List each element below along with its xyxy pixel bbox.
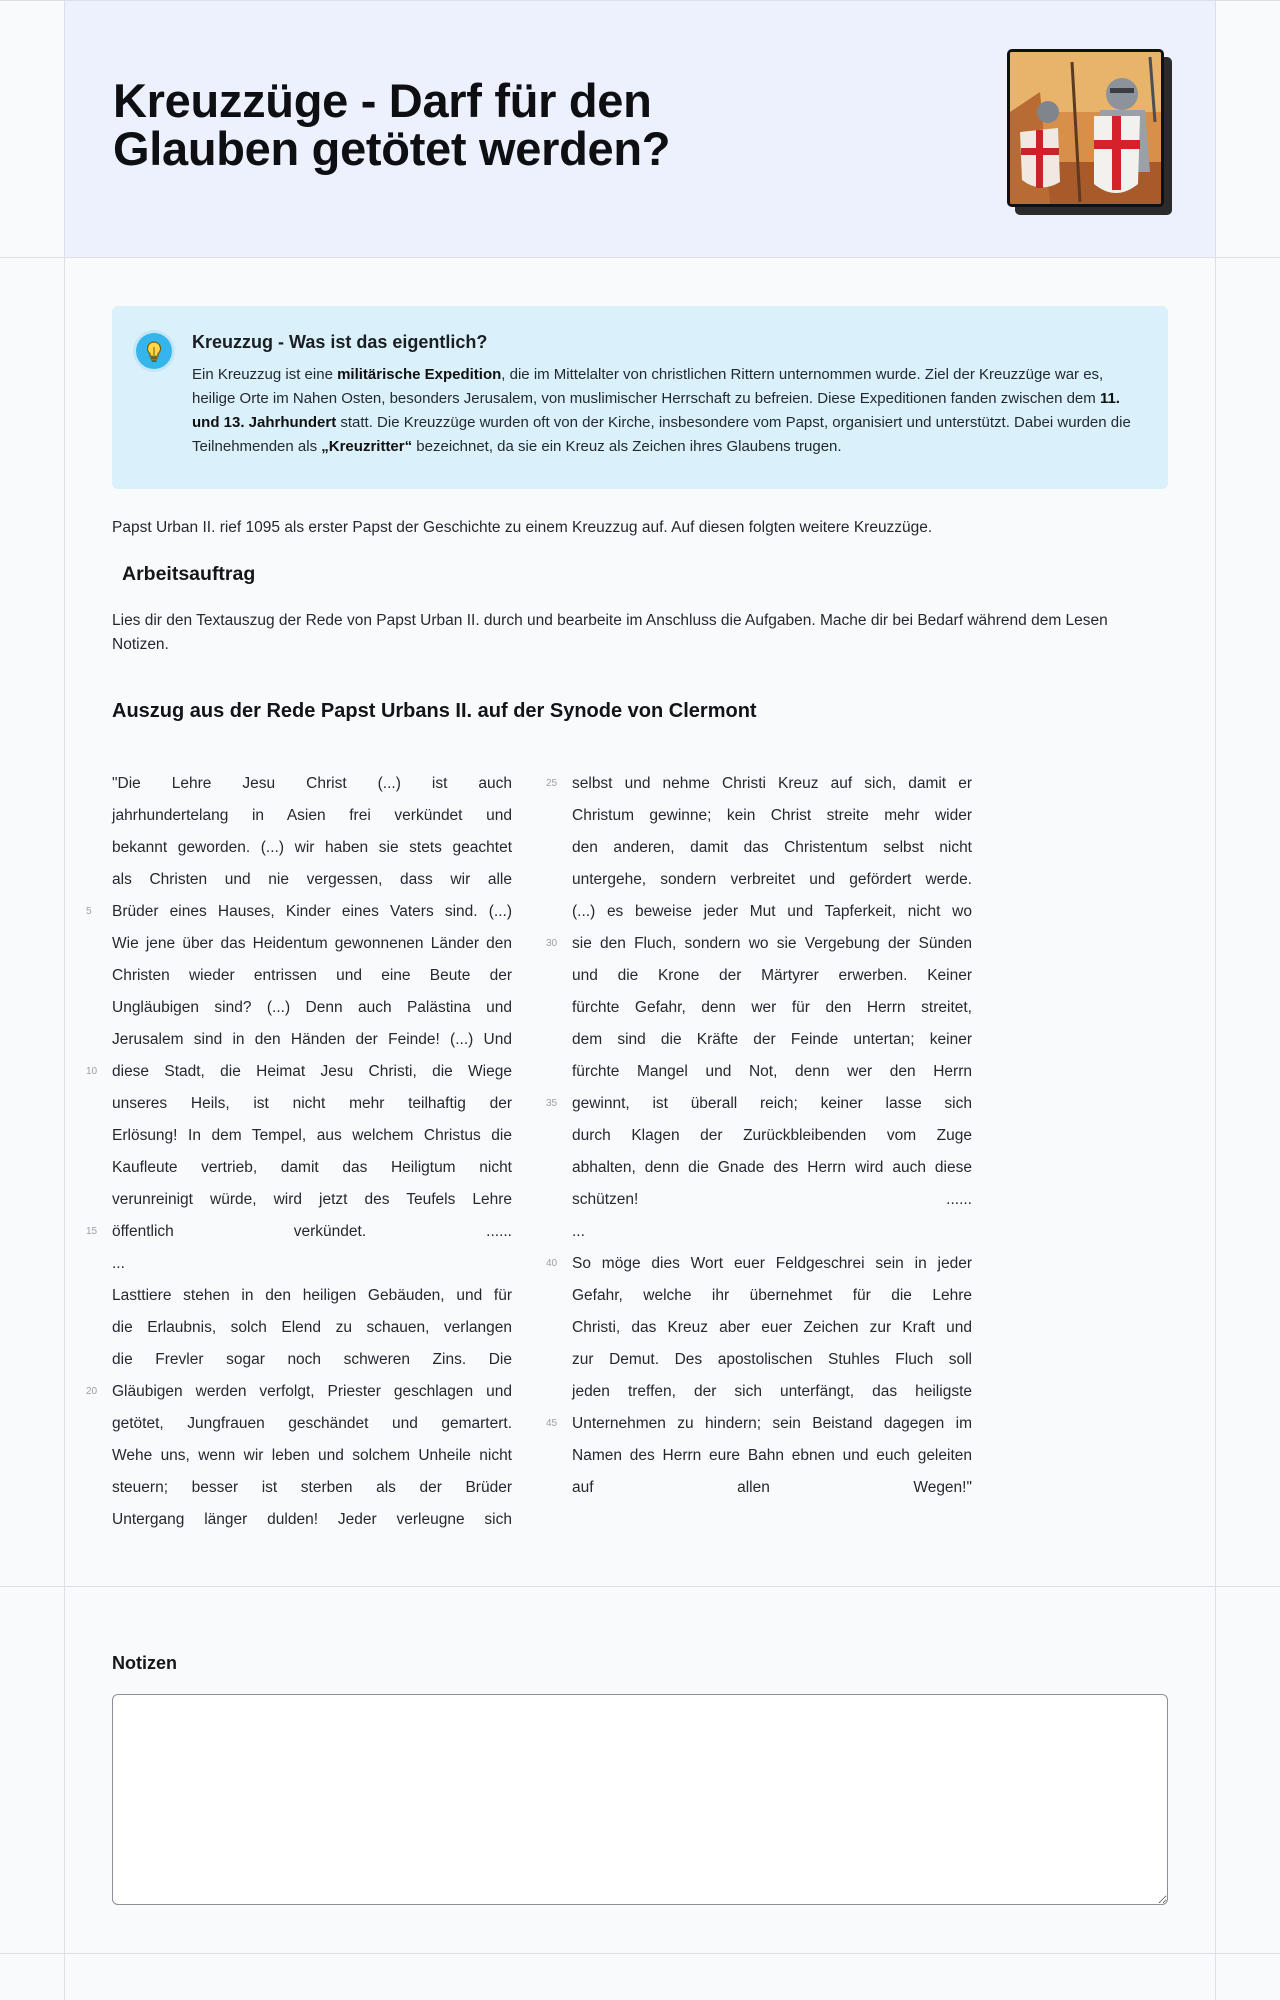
notes-textarea[interactable] [112, 1694, 1168, 1905]
source-line: (...) es beweise jeder Mut und Tapferkeit, nicht wo [572, 903, 972, 920]
source-line: Kaufleute vertrieb, damit das Heiligtum nicht [112, 1159, 512, 1176]
source-heading: Auszug aus der Rede Papst Urbans II. auf der Synode von Clermont [112, 700, 757, 722]
source-line: jeden treffen, der sich unterfängt, das heiligste [572, 1383, 972, 1400]
lightbulb-icon [136, 333, 172, 369]
info-bold-term: militärische Expedition [337, 366, 502, 383]
source-line: Jerusalem sind in den Händen der Feinde! (...) Und [112, 1031, 512, 1048]
source-line: selbst und nehme Christi Kreuz auf sich, damit er 25 [572, 768, 972, 800]
grid-line-content [0, 1586, 1280, 1587]
info-box-text [192, 363, 1142, 459]
source-line: Christen wieder entrissen und eine Beute der [112, 967, 512, 984]
source-line: gewinnt, ist überall reich; keiner lasse sich 35 [572, 1088, 972, 1120]
grid-line-notes [0, 1953, 1280, 1954]
source-line: sie den Fluch, sondern wo sie Vergebung der Sünden 30 [572, 928, 972, 960]
grid-line-left [64, 0, 65, 2000]
source-line: fürchte Gefahr, denn wer für den Herrn streitet, [572, 999, 972, 1016]
source-line: Wehe uns, wenn wir leben und solchem Unheile nicht [112, 1447, 512, 1464]
source-line: durch Klagen der Zurückbleibenden vom Zuge [572, 1127, 972, 1144]
source-line: und die Krone der Märtyrer erwerben. Keiner [572, 967, 972, 984]
task-text: Lies dir den Textauszug der Rede von Papst Urban II. durch und bearbeite im Anschluss die Aufgaben. Mache dir bei Bedarf während dem Lesen Notizen. [112, 612, 1108, 653]
source-line: die Frevler sogar noch schweren Zins. Die [112, 1351, 512, 1368]
info-text-part: Ein Kreuzzug ist eine [192, 366, 338, 383]
source-line: Gefahr, welche ihr übernehmet für die Lehre [572, 1287, 972, 1304]
line-number: 15 [86, 1226, 98, 1237]
source-text-column-1 [86, 768, 512, 1536]
source-line: auf allen Wegen!" [572, 1479, 972, 1496]
info-text-part: statt. Die Kreuzzüge wurden oft von der Kirche, insbesondere vom Papst, organisiert und unterstützt. Dabei wurden die Teilnehmenden als [192, 414, 1131, 455]
source-line: Wie jene über das Heidentum gewonnenen Länder den [112, 935, 512, 952]
line-number: 40 [546, 1258, 558, 1269]
source-line: verunreinigt würde, wird jetzt des Teufels Lehre [112, 1191, 512, 1208]
task-heading: Arbeitsauftrag [122, 563, 256, 585]
source-line: als Christen und nie vergessen, dass wir alle [112, 871, 512, 888]
source-line: die Erlaubnis, solch Elend zu schauen, verlangen [112, 1319, 512, 1336]
source-line: "Die Lehre Jesu Christ (...) ist auch [112, 775, 512, 792]
source-line: Unternehmen zu hindern; sein Beistand dagegen im 45 [572, 1408, 972, 1440]
source-text-column-2 [546, 768, 972, 1504]
info-bold-term: „Kreuzritter“ [321, 438, 413, 455]
source-line: steuern; besser ist sterben als der Brüder [112, 1479, 512, 1496]
source-line: zur Demut. Des apostolischen Stuhles Fluch soll [572, 1351, 972, 1368]
source-line: Untergang länger dulden! Jeder verleugne sich [112, 1511, 512, 1528]
page-header [65, 1, 1215, 257]
source-line: schützen! ...... [572, 1191, 972, 1208]
source-line: den anderen, damit das Christentum selbst nicht [572, 839, 972, 856]
page-title: Kreuzzüge - Darf für den Glauben getötet werden? [113, 74, 671, 175]
notes-label: Notizen [112, 1653, 177, 1673]
source-line: So möge dies Wort euer Feldgeschrei sein in jeder 40 [572, 1248, 972, 1280]
grid-line-right [1215, 0, 1216, 2000]
intro-text: Papst Urban II. rief 1095 als erster Papst der Geschichte zu einem Kreuzzug auf. Auf diesen folgten weitere Kreuzzüge. [112, 519, 933, 536]
source-line: Erlösung! In dem Tempel, aus welchem Christus die [112, 1127, 512, 1144]
line-number: 45 [546, 1418, 558, 1429]
line-number: 20 [86, 1386, 98, 1397]
source-line: ... [572, 1223, 585, 1240]
source-line: Lasttiere stehen in den heiligen Gebäuden, und für [112, 1287, 512, 1304]
crusader-illustration [1007, 49, 1164, 207]
line-number: 35 [546, 1098, 558, 1109]
info-text-part: bezeichnet, da sie ein Kreuz als Zeichen ihres Glaubens trugen. [412, 438, 842, 455]
source-line: Brüder eines Hauses, Kinder eines Vaters sind. (...) 5 [112, 896, 512, 928]
source-line: ... [112, 1255, 125, 1272]
info-box [112, 306, 1168, 489]
source-line: bekannt geworden. (...) wir haben sie stets geachtet [112, 839, 512, 856]
line-number: 10 [86, 1066, 98, 1077]
source-line: diese Stadt, die Heimat Jesu Christi, die Wiege 10 [112, 1056, 512, 1088]
source-line: Christum gewinne; kein Christ streite mehr wider [572, 807, 972, 824]
source-line: getötet, Jungfrauen geschändet und gemartert. [112, 1415, 512, 1432]
source-line: jahrhundertelang in Asien frei verkündet und [112, 807, 512, 824]
source-line: fürchte Mangel und Not, denn wer den Herrn [572, 1063, 972, 1080]
info-bold-term: 11. und 13. Jahrhundert [192, 390, 1120, 431]
source-line: untergehe, sondern verbreitet und gefördert werde. [572, 871, 972, 888]
source-line: Gläubigen werden verfolgt, Priester geschlagen und 20 [112, 1376, 512, 1408]
info-text-part: , die im Mittelalter von christlichen Rittern unternommen wurde. Ziel der Kreuzzüge war es, heilige Orte im Nahen Osten, besonders Jerusalem, von muslimischer Herrschaft zu befreien. Diese Expeditionen fanden zwischen dem [192, 366, 1104, 407]
grid-line-header [0, 257, 1280, 258]
source-line: Ungläubigen sind? (...) Denn auch Palästina und [112, 999, 512, 1016]
info-box-title: Kreuzzug - Was ist das eigentlich? [192, 332, 488, 352]
source-line: Christi, das Kreuz aber euer Zeichen zur Kraft und [572, 1319, 972, 1336]
line-number: 25 [546, 778, 558, 789]
source-line: Namen des Herrn eure Bahn ebnen und euch geleiten [572, 1447, 972, 1464]
source-line: unseres Heils, ist nicht mehr teilhaftig der [112, 1095, 512, 1112]
source-line: abhalten, denn die Gnade des Herrn wird auch diese [572, 1159, 972, 1176]
line-number: 5 [86, 906, 92, 917]
source-line: öffentlich verkündet. ...... 15 [112, 1216, 512, 1248]
source-line: dem sind die Kräfte der Feinde untertan; keiner [572, 1031, 972, 1048]
line-number: 30 [546, 938, 558, 949]
